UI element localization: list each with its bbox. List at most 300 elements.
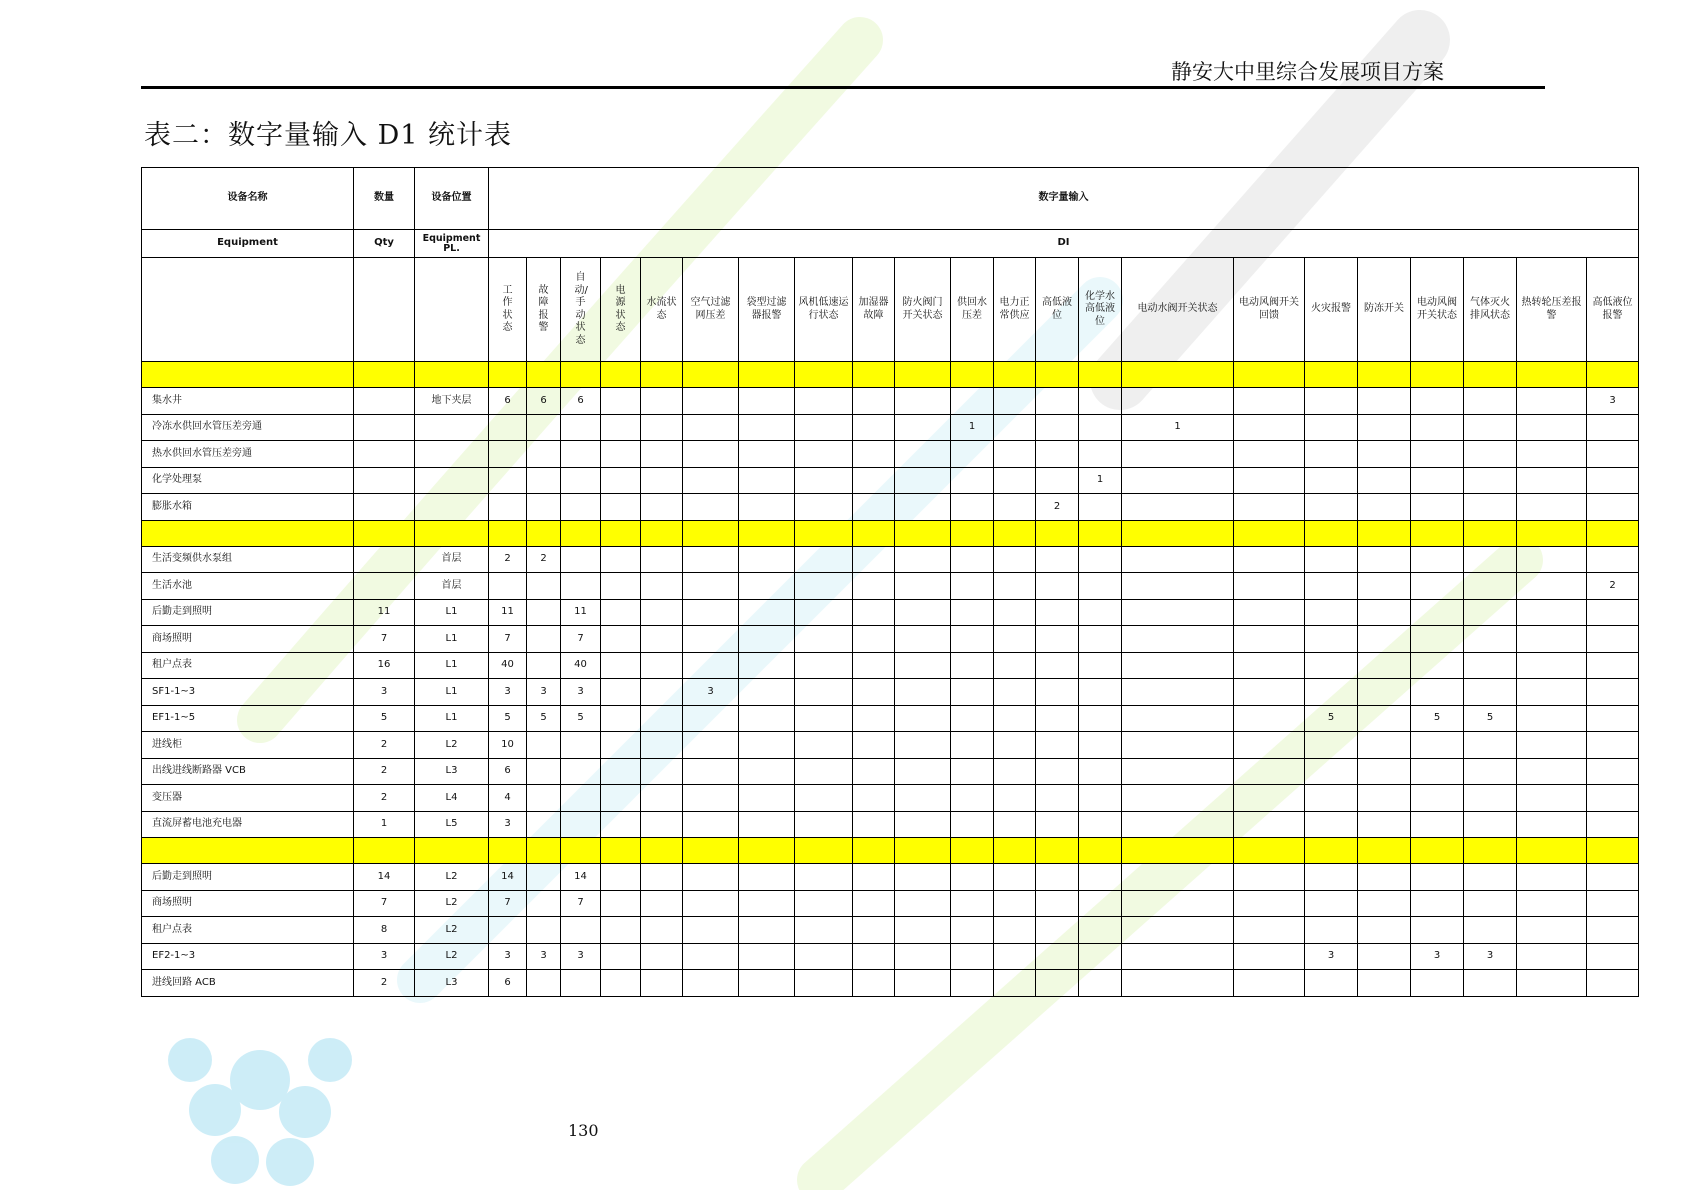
di-column-header: 电源状态: [601, 258, 641, 362]
di-value-cell: [641, 494, 683, 521]
section-cell: [739, 520, 795, 546]
di-value-cell: [1587, 441, 1639, 468]
di-value-cell: [1358, 652, 1411, 679]
equipment-name-cell: 变压器: [142, 785, 354, 812]
location-cell: 首层: [415, 546, 489, 573]
di-value-cell: [601, 811, 641, 838]
section-cell: [489, 838, 527, 864]
di-value-cell: [951, 758, 994, 785]
di-value-cell: [527, 890, 561, 917]
location-cell: L2: [415, 864, 489, 891]
di-value-cell: [1036, 890, 1079, 917]
section-cell: [1036, 838, 1079, 864]
di-value-cell: [895, 758, 951, 785]
di-column-header: 电动水阀开关状态: [1122, 258, 1234, 362]
di-value-cell: [795, 943, 853, 970]
di-value-cell: [1587, 652, 1639, 679]
di-value-cell: [1411, 732, 1464, 759]
page-number: 130: [568, 1121, 599, 1140]
di-value-cell: [853, 494, 895, 521]
di-value-cell: [795, 758, 853, 785]
section-cell: [1036, 520, 1079, 546]
section-cell: [951, 520, 994, 546]
di-value-cell: [795, 546, 853, 573]
section-cell: [1122, 362, 1234, 388]
qty-cell: 16: [354, 652, 415, 679]
di-value-cell: [1464, 758, 1517, 785]
section-cell: [1305, 362, 1358, 388]
di-value-cell: [1122, 917, 1234, 944]
qty-cell: 3: [354, 943, 415, 970]
section-cell: [561, 362, 601, 388]
di-value-cell: [739, 890, 795, 917]
di-value-cell: [489, 414, 527, 441]
di-value-cell: [994, 467, 1036, 494]
col-header-name-cn: 设备名称: [142, 168, 354, 230]
di-value-cell: [683, 785, 739, 812]
di-value-cell: [795, 388, 853, 415]
di-value-cell: [1079, 494, 1122, 521]
di-value-cell: [683, 917, 739, 944]
di-column-header: 风机低速运行状态: [795, 258, 853, 362]
di-value-cell: [683, 890, 739, 917]
section-cell: [561, 520, 601, 546]
section-cell: [1464, 838, 1517, 864]
di-value-cell: [1358, 679, 1411, 706]
di-value-cell: [951, 546, 994, 573]
section-cell: [1079, 520, 1122, 546]
di-value-cell: 40: [561, 652, 601, 679]
di-value-cell: 10: [489, 732, 527, 759]
di-value-cell: 1: [1122, 414, 1234, 441]
di-value-cell: [601, 943, 641, 970]
table-row: [142, 785, 1639, 812]
di-value-cell: [795, 494, 853, 521]
di-value-cell: [795, 652, 853, 679]
di-value-cell: [1036, 467, 1079, 494]
di-value-cell: [853, 732, 895, 759]
di-value-cell: 5: [489, 705, 527, 732]
di-value-cell: [601, 467, 641, 494]
di-value-cell: 5: [1411, 705, 1464, 732]
col-header-qty-en: Qty: [354, 230, 415, 258]
section-cell: [1234, 520, 1305, 546]
equipment-name-cell: 商场照明: [142, 626, 354, 653]
di-value-cell: [527, 494, 561, 521]
di-value-cell: [739, 467, 795, 494]
di-value-cell: [1464, 652, 1517, 679]
location-cell: L1: [415, 599, 489, 626]
section-cell: [489, 520, 527, 546]
di-value-cell: [1358, 494, 1411, 521]
di-value-cell: [951, 441, 994, 468]
di-value-cell: [853, 758, 895, 785]
di-value-cell: [1517, 441, 1587, 468]
di-value-cell: [994, 652, 1036, 679]
di-value-cell: [1234, 573, 1305, 600]
di-value-cell: [1517, 890, 1587, 917]
di-value-cell: [561, 467, 601, 494]
di-value-cell: [641, 811, 683, 838]
di-value-cell: [1234, 890, 1305, 917]
equipment-name-cell: 膨胀水箱: [142, 494, 354, 521]
section-cell: [994, 362, 1036, 388]
di-value-cell: 3: [1464, 943, 1517, 970]
di-value-cell: [641, 546, 683, 573]
page-title: 表二：数字量输入 D1 统计表: [144, 120, 512, 151]
di-value-cell: [1411, 599, 1464, 626]
table-row: [142, 546, 1639, 573]
di-value-cell: [853, 573, 895, 600]
di-value-cell: [1079, 388, 1122, 415]
di-value-cell: [1234, 388, 1305, 415]
di-value-cell: [795, 626, 853, 653]
di-value-cell: [1079, 546, 1122, 573]
di-value-cell: [561, 785, 601, 812]
di-value-cell: 3: [489, 943, 527, 970]
qty-cell: 8: [354, 917, 415, 944]
di-value-cell: [895, 970, 951, 997]
di-column-header: 加湿器故障: [853, 258, 895, 362]
di-value-cell: [1122, 626, 1234, 653]
di-value-cell: [1517, 626, 1587, 653]
di-value-cell: [853, 811, 895, 838]
col-header-name-en: Equipment: [142, 230, 354, 258]
di-value-cell: [1305, 441, 1358, 468]
di-value-cell: [853, 414, 895, 441]
di-value-cell: [853, 467, 895, 494]
section-cell: [415, 838, 489, 864]
di-value-cell: [895, 679, 951, 706]
di-value-cell: [1122, 970, 1234, 997]
di-value-cell: [1122, 785, 1234, 812]
di-value-cell: [1305, 599, 1358, 626]
di-value-cell: [795, 414, 853, 441]
di-value-cell: [1234, 758, 1305, 785]
di-value-cell: 5: [561, 705, 601, 732]
di-value-cell: [951, 679, 994, 706]
table-row: [142, 864, 1639, 891]
di-value-cell: [1587, 414, 1639, 441]
di-value-cell: [1234, 599, 1305, 626]
di-value-cell: [895, 943, 951, 970]
di-value-cell: [739, 679, 795, 706]
di-value-cell: [1358, 626, 1411, 653]
di-value-cell: [561, 917, 601, 944]
di-column-header: 电动风阀开关回馈: [1234, 258, 1305, 362]
di-value-cell: [561, 414, 601, 441]
di-value-cell: [601, 414, 641, 441]
di-value-cell: 5: [1305, 705, 1358, 732]
di-value-cell: [1517, 467, 1587, 494]
location-cell: L2: [415, 890, 489, 917]
di-value-cell: [1517, 917, 1587, 944]
di-value-cell: [1036, 679, 1079, 706]
section-cell: [142, 838, 354, 864]
di-value-cell: [601, 388, 641, 415]
equipment-name-cell: 生活水池: [142, 573, 354, 600]
di-value-cell: [853, 546, 895, 573]
di-value-cell: [994, 705, 1036, 732]
di-value-cell: [1079, 705, 1122, 732]
di-value-cell: [1464, 573, 1517, 600]
di-value-cell: [853, 652, 895, 679]
equipment-name-cell: 进线柜: [142, 732, 354, 759]
di-value-cell: [853, 705, 895, 732]
di-value-cell: [951, 785, 994, 812]
section-cell: [1036, 362, 1079, 388]
di-value-cell: [1036, 599, 1079, 626]
di-value-cell: [1411, 441, 1464, 468]
section-cell: [561, 838, 601, 864]
di-value-cell: [795, 441, 853, 468]
di-value-cell: [1079, 414, 1122, 441]
di-value-cell: [739, 705, 795, 732]
location-cell: [415, 494, 489, 521]
di-column-header: 袋型过滤器报警: [739, 258, 795, 362]
location-cell: [415, 414, 489, 441]
qty-cell: 5: [354, 705, 415, 732]
di-value-cell: [1464, 811, 1517, 838]
equipment-name-cell: 直流屏蓄电池充电器: [142, 811, 354, 838]
di-value-cell: [561, 758, 601, 785]
section-cell: [853, 520, 895, 546]
di-value-cell: 7: [561, 626, 601, 653]
di-value-cell: [1122, 388, 1234, 415]
di-value-cell: [1305, 652, 1358, 679]
di-value-cell: [1358, 811, 1411, 838]
di-value-cell: [1122, 943, 1234, 970]
di-value-cell: 6: [489, 970, 527, 997]
di-value-cell: [994, 546, 1036, 573]
di-value-cell: [795, 732, 853, 759]
di-value-cell: [1079, 758, 1122, 785]
di-value-cell: [601, 732, 641, 759]
table-row: [142, 494, 1639, 521]
section-cell: [527, 520, 561, 546]
col-header-di-group-en: DI: [489, 230, 1639, 258]
section-cell: [1122, 520, 1234, 546]
di-value-cell: [895, 546, 951, 573]
section-cell: [795, 838, 853, 864]
di-value-cell: [1036, 573, 1079, 600]
qty-cell: 3: [354, 679, 415, 706]
di-value-cell: [641, 573, 683, 600]
di-value-cell: [951, 388, 994, 415]
di-value-cell: [489, 441, 527, 468]
di-value-cell: [641, 414, 683, 441]
di-value-cell: [1036, 414, 1079, 441]
di-value-cell: [895, 494, 951, 521]
di-value-cell: [951, 943, 994, 970]
di-value-cell: [1411, 388, 1464, 415]
equipment-name-cell: 冷冻水供回水管压差旁通: [142, 414, 354, 441]
di-value-cell: [994, 732, 1036, 759]
section-cell: [527, 838, 561, 864]
di-value-cell: [994, 573, 1036, 600]
table-row: [142, 652, 1639, 679]
di-value-cell: [527, 917, 561, 944]
di-value-cell: [1587, 890, 1639, 917]
di-value-cell: [641, 441, 683, 468]
table-row: [142, 943, 1639, 970]
di-value-cell: [1036, 652, 1079, 679]
section-divider-row: [142, 838, 1639, 864]
di-value-cell: [1122, 546, 1234, 573]
section-cell: [683, 520, 739, 546]
section-cell: [853, 838, 895, 864]
di-column-header: 化学水高低液位: [1079, 258, 1122, 362]
di-value-cell: 14: [489, 864, 527, 891]
di-value-cell: [951, 864, 994, 891]
di-value-cell: [1587, 467, 1639, 494]
di-value-cell: [1305, 811, 1358, 838]
di-value-cell: [1036, 785, 1079, 812]
di-value-cell: 11: [561, 599, 601, 626]
di-value-cell: 3: [1411, 943, 1464, 970]
di-value-cell: [895, 573, 951, 600]
di-value-cell: [795, 890, 853, 917]
di-value-cell: [1234, 732, 1305, 759]
di-value-cell: [895, 917, 951, 944]
di-column-header: 防火阀门开关状态: [895, 258, 951, 362]
di-value-cell: [853, 890, 895, 917]
di-value-cell: [1305, 573, 1358, 600]
di-value-cell: [1358, 467, 1411, 494]
di-value-cell: [853, 864, 895, 891]
equipment-name-cell: 热水供回水管压差旁通: [142, 441, 354, 468]
di-value-cell: [527, 573, 561, 600]
di-value-cell: [601, 785, 641, 812]
section-cell: [601, 362, 641, 388]
di-value-cell: [601, 679, 641, 706]
section-cell: [415, 362, 489, 388]
di-value-cell: [853, 441, 895, 468]
di-value-cell: [1411, 626, 1464, 653]
di-value-cell: [1036, 546, 1079, 573]
di-value-cell: [527, 599, 561, 626]
di-value-cell: [853, 970, 895, 997]
di-value-cell: [951, 705, 994, 732]
di-value-cell: [1234, 917, 1305, 944]
di-value-cell: [1079, 732, 1122, 759]
di-value-cell: [739, 943, 795, 970]
di-value-cell: [1234, 546, 1305, 573]
di-value-cell: [561, 573, 601, 600]
di-value-cell: 3: [561, 679, 601, 706]
section-cell: [415, 520, 489, 546]
equipment-name-cell: 租户点表: [142, 652, 354, 679]
di-value-cell: [1358, 705, 1411, 732]
section-cell: [994, 838, 1036, 864]
location-cell: 首层: [415, 573, 489, 600]
blank-header-cell: [415, 258, 489, 362]
section-cell: [853, 362, 895, 388]
di-value-cell: [1587, 546, 1639, 573]
di-value-cell: [1305, 494, 1358, 521]
di-value-cell: [641, 705, 683, 732]
di-value-cell: [1517, 970, 1587, 997]
di-value-cell: [1079, 785, 1122, 812]
di-value-cell: [527, 785, 561, 812]
table-row: [142, 441, 1639, 468]
qty-cell: [354, 441, 415, 468]
di-value-cell: 3: [527, 679, 561, 706]
di-value-cell: [1587, 599, 1639, 626]
di-value-cell: [1234, 414, 1305, 441]
di-value-cell: 3: [489, 811, 527, 838]
di-value-cell: [951, 732, 994, 759]
di-column-header: 工作状态: [489, 258, 527, 362]
di-statistics-table: [141, 167, 1639, 997]
di-value-cell: [1305, 758, 1358, 785]
di-value-cell: [641, 652, 683, 679]
di-value-cell: [1305, 626, 1358, 653]
di-value-cell: [683, 652, 739, 679]
di-value-cell: [1036, 970, 1079, 997]
di-value-cell: [1517, 414, 1587, 441]
di-value-cell: [527, 864, 561, 891]
section-cell: [1464, 520, 1517, 546]
di-value-cell: [527, 811, 561, 838]
di-value-cell: [1411, 546, 1464, 573]
di-value-cell: [1464, 970, 1517, 997]
di-value-cell: [601, 441, 641, 468]
di-column-header: 高低液位: [1036, 258, 1079, 362]
section-cell: [895, 838, 951, 864]
location-cell: L2: [415, 917, 489, 944]
di-value-cell: [1079, 890, 1122, 917]
blank-header-cell: [142, 258, 354, 362]
di-value-cell: [683, 414, 739, 441]
di-value-cell: [683, 705, 739, 732]
di-value-cell: [1517, 785, 1587, 812]
location-cell: L1: [415, 679, 489, 706]
section-cell: [739, 838, 795, 864]
di-value-cell: [951, 917, 994, 944]
di-value-cell: [1587, 943, 1639, 970]
di-value-cell: [1358, 388, 1411, 415]
header-row-en: [142, 230, 1639, 258]
di-value-cell: [1079, 441, 1122, 468]
di-value-cell: [527, 626, 561, 653]
di-value-cell: [1122, 864, 1234, 891]
section-cell: [641, 362, 683, 388]
di-value-cell: [895, 467, 951, 494]
col-header-location-en: Equipment PL.: [415, 230, 489, 258]
qty-cell: 7: [354, 890, 415, 917]
di-column-header: 电力正常供应: [994, 258, 1036, 362]
location-cell: L2: [415, 732, 489, 759]
section-cell: [641, 520, 683, 546]
section-cell: [601, 520, 641, 546]
di-column-header: 电动风阀开关状态: [1411, 258, 1464, 362]
di-value-cell: [795, 599, 853, 626]
header-project-title: 静安大中里综合发展项目方案: [1171, 60, 1444, 84]
di-value-cell: [1464, 599, 1517, 626]
section-cell: [1411, 838, 1464, 864]
di-value-cell: [1411, 917, 1464, 944]
di-value-cell: [1464, 441, 1517, 468]
di-value-cell: [739, 785, 795, 812]
di-value-cell: [853, 785, 895, 812]
di-value-cell: 7: [489, 626, 527, 653]
di-value-cell: 7: [489, 890, 527, 917]
di-value-cell: [1587, 864, 1639, 891]
section-cell: [895, 520, 951, 546]
di-value-cell: [951, 890, 994, 917]
di-value-cell: [641, 917, 683, 944]
